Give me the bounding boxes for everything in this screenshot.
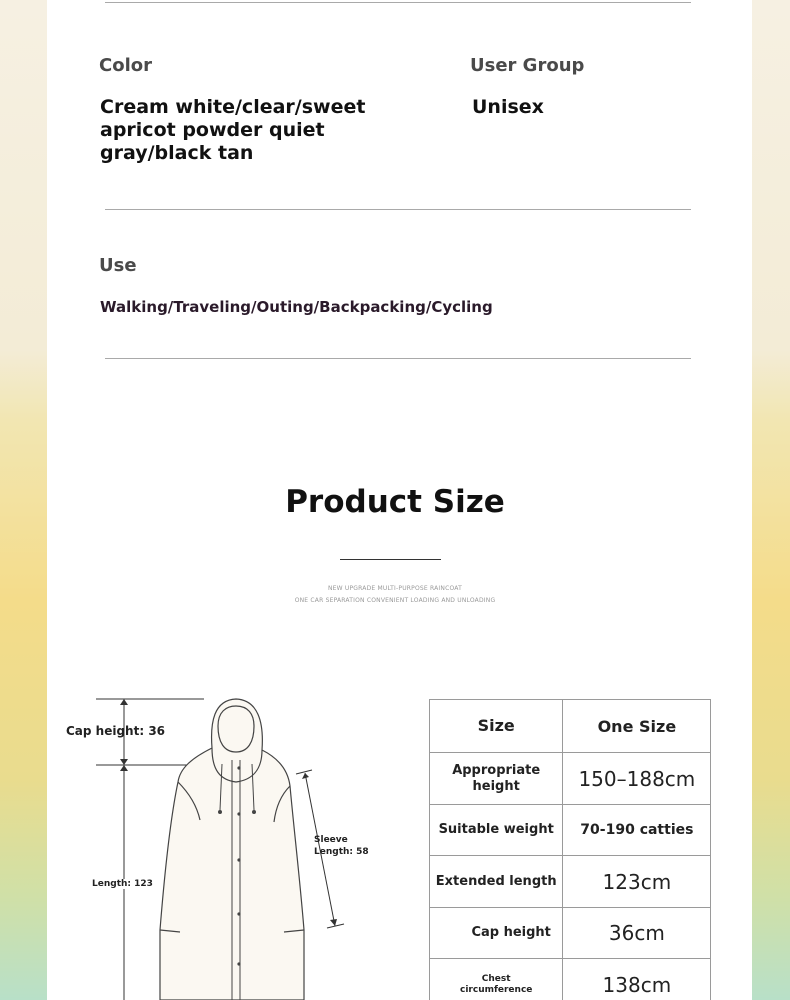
color-label: Color bbox=[99, 55, 152, 76]
use-value: Walking/Traveling/Outing/Backpacking/Cycling bbox=[100, 298, 493, 316]
table-row bbox=[430, 753, 711, 805]
divider-middle bbox=[105, 209, 691, 210]
color-value: Cream white/clear/sweet apricot powder quiet gray/black tan bbox=[100, 96, 366, 164]
section-title: Product Size bbox=[285, 484, 505, 520]
sleeve-label-line-1: Sleeve bbox=[314, 835, 348, 845]
row-label: Suitable weight bbox=[430, 805, 563, 856]
raincoat-diagram bbox=[0, 690, 400, 1000]
use-label: Use bbox=[99, 255, 137, 276]
table-row bbox=[430, 856, 711, 908]
table-row bbox=[430, 908, 711, 959]
user-group-value: Unisex bbox=[472, 96, 544, 118]
row-value: 70-190 catties bbox=[563, 805, 711, 856]
section-subtitle-2: ONE CAR SEPARATION CONVENIENT LOADING AND UNLOADING bbox=[294, 597, 496, 604]
table-header-label: Size bbox=[430, 700, 563, 753]
table-row bbox=[430, 805, 711, 856]
row-label: Chest circumference bbox=[430, 959, 563, 1000]
table-header-value: One Size bbox=[563, 700, 711, 753]
table-header-row bbox=[430, 700, 711, 753]
row-value: 150–188cm bbox=[563, 753, 711, 805]
table-row bbox=[430, 959, 711, 1000]
row-value: 123cm bbox=[563, 856, 711, 908]
row-label: Appropriate height bbox=[430, 753, 563, 805]
cap-height-label: Cap height: 36 bbox=[66, 724, 166, 738]
row-label: Cap height bbox=[430, 908, 563, 959]
sleeve-label-line-2: Length: 58 bbox=[314, 847, 369, 857]
row-value: 36cm bbox=[563, 908, 711, 959]
user-group-label: User Group bbox=[470, 55, 585, 76]
length-label: Length: 123 bbox=[92, 879, 153, 889]
size-table bbox=[429, 699, 711, 1000]
row-label: Extended length bbox=[430, 856, 563, 908]
title-underline bbox=[340, 559, 441, 560]
row-value: 138cm bbox=[563, 959, 711, 1000]
divider-top bbox=[105, 2, 691, 3]
section-subtitle-1: NEW UPGRADE MULTI-PURPOSE RAINCOAT bbox=[327, 585, 463, 592]
divider-bottom bbox=[105, 358, 691, 359]
